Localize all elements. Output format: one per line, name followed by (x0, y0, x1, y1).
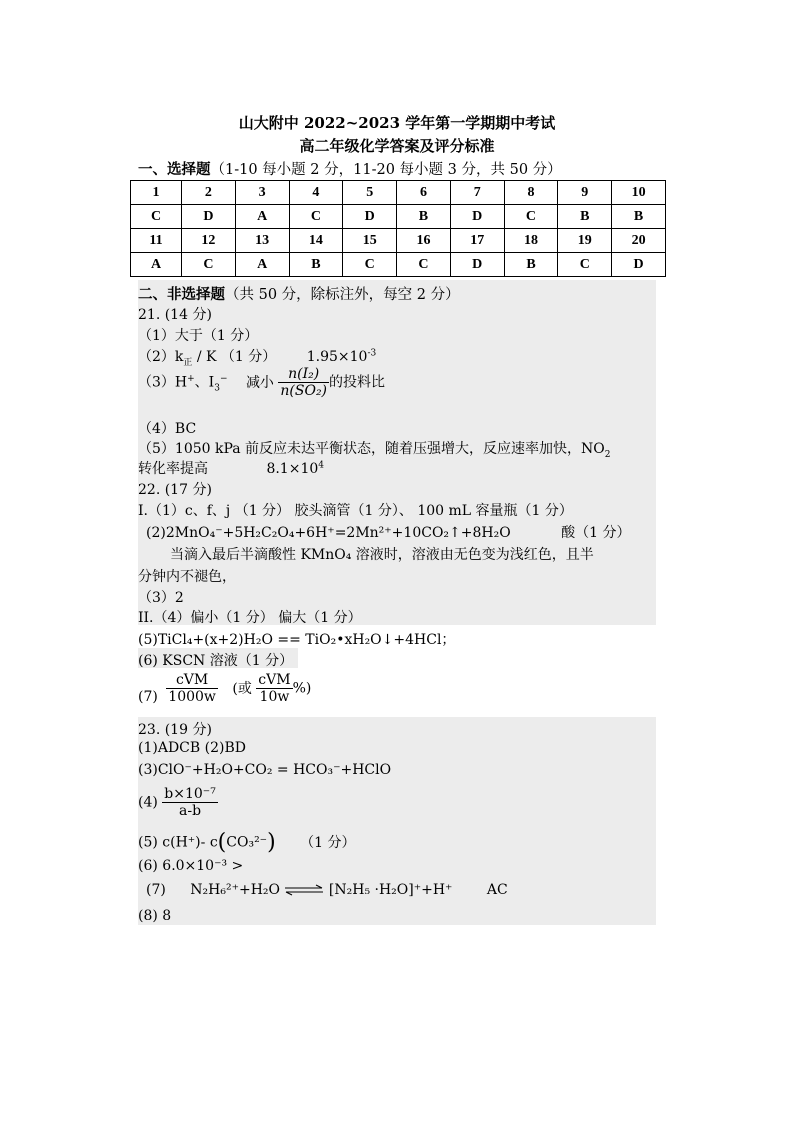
q23-a5-pre: (5) c(H⁺)- c (138, 834, 218, 851)
q21-a2 (138, 346, 376, 368)
q21-head: 21. (14 分) (138, 307, 212, 323)
q21-a5-l2: 转化率提高 (138, 461, 208, 477)
q23-head: 23. (19 分) (138, 722, 212, 738)
q22-a2b-line2: 分钟内不褪色， (138, 569, 236, 585)
table-cell: A (235, 205, 289, 229)
q21-a3-post: 的投料比 (329, 374, 386, 391)
q22-a7-pre: (7) (138, 689, 158, 705)
q21-a3-mid: 减小 (245, 374, 274, 391)
q23-a3: (3)ClO⁻+H₂O+CO₂ = HCO₃⁻+HClO (138, 762, 392, 778)
q22-a7-den2: 10w (259, 689, 290, 705)
q21-a3-i: 、I (194, 374, 215, 391)
q22-a2 (146, 522, 631, 542)
q23-a4 (138, 786, 218, 819)
table-cell: C (397, 253, 451, 277)
q21-a4: （4）BC (138, 421, 197, 437)
table-cell: 10 (612, 181, 666, 205)
section1-note: （1-10 每小题 2 分，11-20 每小题 3 分，共 50 分） (210, 162, 562, 178)
table-cell: 18 (504, 229, 558, 253)
exam-title: 山大附中 2022~2023 学年第一学期期中考试 (238, 114, 556, 132)
table-cell: 1 (131, 181, 182, 205)
table-cell: B (289, 253, 343, 277)
q22-a7-frac2 (256, 672, 292, 705)
q21-a2-sub: 正 (183, 357, 193, 368)
q21-a3-isup: − (219, 373, 228, 384)
equilibrium-arrow-icon (284, 884, 324, 896)
table-cell: D (450, 205, 504, 229)
q21-a5-line2 (138, 458, 324, 478)
table-cell: 6 (397, 181, 451, 205)
q22-a1: I.（1）c、f、j （1 分） 胶头滴管（1 分）、 100 mL 容量瓶（1 分） (138, 503, 573, 519)
section2-note: （共 50 分，除标注外，每空 2 分） (225, 287, 460, 303)
table-cell: D (182, 205, 236, 229)
table-cell: 4 (289, 181, 343, 205)
q21-a5-sub: 2 (604, 449, 611, 460)
q21-a2-post: / K （1 分） (192, 349, 277, 365)
table-cell: 20 (612, 229, 666, 253)
table-cell: 15 (343, 229, 397, 253)
q21-a2-val (307, 349, 377, 365)
q23-a5-ion: CO₃²⁻ (226, 834, 268, 851)
exam-subtitle: 高二年级化学答案及评分标准 (299, 137, 495, 155)
q23-a8: (8) 8 (138, 908, 172, 924)
q22-a5: (5)TiCl₄+(x+2)H₂O == TiO₂•xH₂O↓+4HCl； (138, 632, 456, 648)
q23-a7-answer: AC (486, 882, 508, 898)
table-cell: 13 (235, 229, 289, 253)
table-row (131, 253, 666, 277)
table-cell: C (343, 253, 397, 277)
q22-a7-num2: cVM (258, 672, 291, 688)
table-cell: 3 (235, 181, 289, 205)
table-cell: 17 (450, 229, 504, 253)
table-cell: D (612, 253, 666, 277)
q22-a7-mid: (或 (232, 680, 252, 697)
q21-a3-plus: + (187, 373, 195, 384)
table-row (131, 181, 666, 205)
q23-a7-pre: (7) (146, 882, 166, 898)
table-cell: B (504, 253, 558, 277)
q22-a7-post: %) (292, 680, 312, 697)
q22-a2-equation: 2MnO₄⁻+5H₂C₂O₄+6H⁺=2Mn²⁺+10CO₂↑+8H₂O (165, 525, 511, 541)
q22-head: 22. (17 分) (138, 482, 212, 498)
q23-a1: (1)ADCB (2)BD (138, 740, 246, 756)
q22-a7-den1: 1000w (168, 689, 216, 705)
table-cell: B (612, 205, 666, 229)
q23-a5-post: （1 分） (300, 834, 356, 851)
q21-a1: （1）大于（1 分） (138, 328, 259, 344)
table-cell: 11 (131, 229, 182, 253)
table-cell: D (343, 205, 397, 229)
section1-title: 一、选择题 (138, 161, 211, 178)
q21-a5-val (266, 461, 324, 477)
q23-a7-left: N₂H₆²⁺+H₂O (190, 882, 281, 898)
q23-a4-pre: (4) (138, 794, 158, 811)
table-cell: C (504, 205, 558, 229)
q23-a4-num: b×10⁻⁷ (164, 786, 216, 802)
section2-heading (138, 283, 460, 304)
table-cell: B (558, 205, 612, 229)
q21-a3 (138, 366, 385, 399)
q21-a5-val-base: 8.1×10 (266, 461, 319, 477)
table-cell: 9 (558, 181, 612, 205)
table-cell: 8 (504, 181, 558, 205)
q21-a5-text: （5）1050 kPa 前反应未达平衡状态，随着压强增大，反应速率加快，NO (138, 441, 605, 457)
left-paren-icon: ( (217, 830, 227, 855)
table-cell: C (558, 253, 612, 277)
q22-a2-post: 酸（1 分） (561, 525, 631, 541)
q22-a7-num1: cVM (166, 672, 218, 689)
right-paren-icon: ) (267, 830, 276, 855)
q21-a2-pre: （2）k (138, 349, 184, 365)
q22-a7 (138, 672, 311, 705)
table-cell: D (450, 253, 504, 277)
q22-a4: II.（4）偏小（1 分） 偏大（1 分） (138, 610, 362, 626)
q21-a2-val-base: 1.95×10 (306, 349, 368, 365)
table-cell: C (182, 253, 236, 277)
section1-heading (138, 158, 562, 179)
table-cell: A (131, 253, 182, 277)
q21-a3-fraction (278, 366, 329, 399)
table-cell: A (235, 253, 289, 277)
q21-a3-pre: （3）H (138, 374, 188, 391)
q22-a2b-line1: 当滴入最后半滴酸性 KMnO₄ 溶液时，溶液由无色变为浅红色，且半 (170, 547, 594, 563)
table-cell: C (131, 205, 182, 229)
table-cell: 5 (343, 181, 397, 205)
q23-a7 (146, 882, 508, 898)
q21-a3-den: n(SO₂) (280, 383, 328, 399)
table-row (131, 205, 666, 229)
q21-a2-val-exp: -3 (367, 348, 377, 359)
section2-title: 二、非选择题 (138, 286, 225, 303)
q23-a6: (6) 6.0×10⁻³ > (138, 858, 244, 874)
q23-a5 (138, 830, 355, 855)
q22-a7-frac1 (166, 672, 218, 705)
q22-a6: (6) KSCN 溶液（1 分） (138, 653, 294, 669)
table-cell: 2 (182, 181, 236, 205)
q21-a3-num: n(I₂) (278, 366, 329, 383)
q21-a5-val-exp: 4 (318, 460, 324, 471)
q23-a4-fraction (162, 786, 218, 819)
q22-a3: （3）2 (138, 590, 184, 606)
answer-table (130, 180, 666, 277)
table-cell: 7 (450, 181, 504, 205)
table-cell: B (397, 205, 451, 229)
table-cell: 12 (182, 229, 236, 253)
table-cell: 19 (558, 229, 612, 253)
table-cell: C (289, 205, 343, 229)
q22-a2-pre: (2) (146, 525, 166, 541)
q21-a5-line1 (138, 438, 611, 460)
q23-a7-right: [N₂H₅ ·H₂O]⁺+H⁺ (328, 882, 453, 898)
table-cell: 14 (289, 229, 343, 253)
table-row (131, 229, 666, 253)
q21-a3-isub: 3 (214, 383, 220, 394)
table-cell: 16 (397, 229, 451, 253)
q23-a4-den: a-b (179, 803, 202, 819)
